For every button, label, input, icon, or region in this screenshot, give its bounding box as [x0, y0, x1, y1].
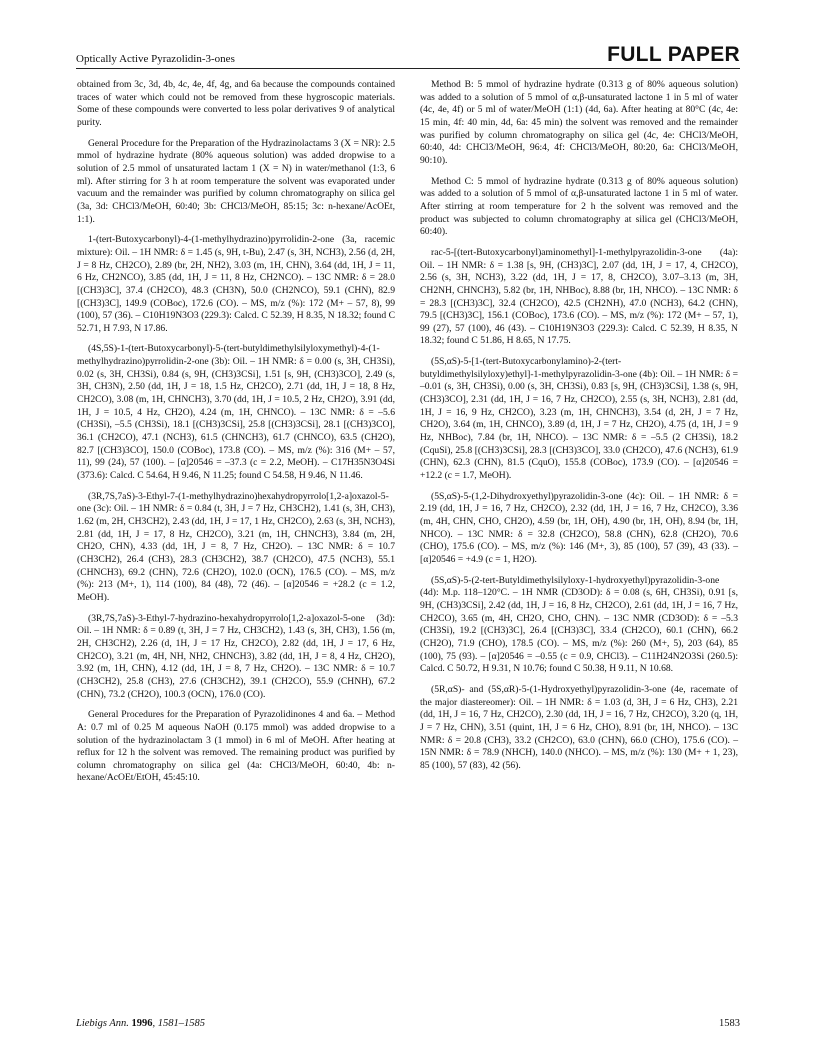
paragraph-compound-3a: 1-(tert-Butoxycarbonyl)-4-(1-methylhydrazino)pyrrolidin-2-one (3a, racemic mixture): Oil. – 1H NMR: δ = 1.45 (s, 9H, t-Bu), 2.47 (s, 3H, NCH3), 2.56 (d, 2H, J = 8 Hz, CH2CO), 2.89 (br, 2H, NH2), 3.03 (m, 1H, CHN), 3.64 (dd, 1H, J = 11, 6 Hz, CH2NCO), 3.85 (dd, 1H, J = 11, 8 Hz, CH2NCO). – 13C NMR: δ = 28.0 [(CH3)3C], 37.4 (CH2CO), 48.3 (CH3N), 50.0 (CH2NCO), 59.1 (CHN), 82.9 [(CH3)3C], 149.9 (COBoc), 172.6 (CO). – MS, m/z (%): 172 (M+ – 57, 8), 99 (100), 57 (36). – C10H19N3O3 (229.3): Calcd. C 52.39, H 8.35, N 18.32; found C 52.71, H 7.93, N 17.86. [77, 234, 395, 334]
paragraph-compound-4a: rac-5-[(tert-Butoxycarbonyl)aminomethyl]-1-methylpyrazolidin-3-one (4a): Oil. – 1H NMR: δ = 1.38 [s, 9H, (CH3)3C], 2.07 (dd, 1H, J = 17, 4, CH2CO), 2.56 (s, 3H, NCH3), 3.22 (dd, 1H, J = 17, 8, CH2CO), 3.07–3.13 (m, 3H, CH2NH, CHNCH3), 5.82 (br, 1H, NHBoc), 8.88 (br, 1H, NHCO). – 13C NMR: δ = 28.3 [(CH3)3C], 32.4 (CH2CO), 42.5 (CH2NH), 47.0 (NCH3), 64.2 (CHN), 79.5 [(CH3)3C], 156.1 (COBoc), 173.6 (CO). – MS, m/z (%): 172 (M+ – 57, 1), 99 (27), 57 (100), 46 (43). – C10H19N3O3 (229.3): Calcd. C 52.39, H 8.35, N 18.32; found C 51.86, H 8.65, N 17.75. [420, 246, 738, 347]
paragraph-compound-4c: (5S,αS)-5-(1,2-Dihydroxyethyl)pyrazolidin-3-one (4c): Oil. – 1H NMR: δ = 2.19 (dd, 1H, J = 16, 7 Hz, CH2CO), 2.32 (dd, 1H, J = 16, 7 Hz, CH2CO), 3.36 (m, 4H, CHN, CHO, CH2O), 4.59 (br, 1H, OH), 4.90 (br, 1H, OH), 8.94 (br, 1H, NHCO). – 13C NMR: δ = 32.8 (CH2CO), 58.8 (CHN), 62.8 (CH2O), 70.6 (CHO), 175.6 (CO). – MS, m/z (%): 146 (M+, 3), 85 (100), 57 (39), 43 (33). – [α]20546 = +4.9 (c = 1, H2O). [420, 490, 738, 565]
paragraph-intro: obtained from 3c, 3d, 4b, 4c, 4e, 4f, 4g, and 6a because the compounds contained traces of water which could not be removed from these hygroscopic materials. Some of these compounds were converted to less polar derivatives 9 of analytical purity. [77, 79, 395, 128]
left-column [77, 79, 395, 793]
page-number: 1583 [719, 1018, 740, 1029]
journal-name: Liebigs Ann. [76, 1018, 129, 1029]
journal-citation: Liebigs Ann. 1996, 1581–1585 [76, 1018, 206, 1029]
paragraph-compound-4b: (5S,αS)-5-[1-(tert-Butoxycarbonylamino)-2-(tert-butyldimethylsilyloxy)ethyl]-1-methylpyrazolidin-3-one (4b): Oil. – 1H NMR: δ = –0.01 (s, 3H, CH3Si), 0.00 (s, 3H, CH3Si), 0.83 [s, 9H, (CH3)3CSi], 1.38 (s, 9H, (CH3)3CO], 2.31 (dd, 1H, J = 16, 7 Hz, CH2CO), 2.55 (s, 3H, NCH3), 2.81 (dd, 1H, J = 16, 9 Hz, CH2CO), 3.23 (m, 1H, CHNCH3), 3.54 (d, 2H, J = 7 Hz, CH2O), 3.64 (m, 1H, CHNCO), 3.89 (d, 1H, J = 7 Hz, CH2O), 4.75 (d, 1H, J = 9 Hz, NHBoc), 7.84 (br, 1H, NHCO). – 13C NMR: δ = –5.5 (2 CH3Si), 18.2 (CquSi), 25.8 [(CH3)3CSi], 28.3 [(CH3)3CO], 33.0 (CH2CO), 47.6 (NCH3), 61.9 (CHN), 62.3 (CHN), 81.5 (CquO), 155.8 (COBoc), 173.9 (CO). – [α]20546 = +12.2 (c = 1.7, MeOH). [420, 356, 738, 482]
running-title: Optically Active Pyrazolidin-3-ones [76, 53, 235, 65]
journal-pages: 1581–1585 [157, 1018, 206, 1029]
paragraph-general-procedure-4: General Procedures for the Preparation of Pyrazolidinones 4 and 6a. – Method A: 0.7 ml of 0.25 M aqueous NaOH (0.175 mmol) was added dropwise to a solution of the hydrazinolactam 3 (1 mmol) in 6 ml of MeOH. After heating at reflux for 12 h the solvent was removed. The remaining product was purified by column chromatography on silica gel (4a: CHCl3/MeOH, 60:40, 4b: n-hexane/AcOEt/EtOH, 45:45:10. [77, 709, 395, 784]
paragraph-compound-3d: (3R,7S,7aS)-3-Ethyl-7-hydrazino-hexahydropyrrolo[1,2-a]oxazol-5-one (3d): Oil. – 1H NMR: δ = 0.89 (t, 3H, J = 7 Hz, CH3CH2), 1.43 (s, 3H, CH3), 1.56 (m, 2H, CH3CH2), 2.26 (d, 1H, J = 17 Hz, CH2CO), 2.82 (dd, 1H, J = 17, 6 Hz, CH2CO), 3.21 (m, 4H, NH, NH2, CHNCH3), 3.82 (dd, 1H, J = 8, 4 Hz, CH2O), 3.92 (m, 1H, CHN), 4.12 (dd, 1H, J = 8, 7 Hz, CH2O). – 13C NMR: δ = 10.7 (CH3CH2), 25.8 (CH3), 27.6 (CH3CH2), 39.1 (CH2CO), 55.9 (CHNH), 67.2 (CHN), 73.2 (CH2O), 100.3 (OCN), 176.0 (CO). [77, 612, 395, 700]
paragraph-compound-4e: (5R,αS)- and (5S,αR)-5-(1-Hydroxyethyl)pyrazolidin-3-one (4e, racemate of the major diastereomer): Oil. – 1H NMR: δ = 1.03 (d, 3H, J = 6 Hz, CH3), 2.21 (dd, 1H, J = 16, 7 Hz, CH2CO), 2.30 (dd, 1H, J = 16, 7 Hz, CH2CO), 3.20 (q, 1H, J = 7 Hz, CHN), 3.51 (quint, 1H, J = 6 Hz, CHO), 8.91 (br, 1H, NHCO). – 13C NMR: δ = 20.8 (CH3), 33.2 (CH2CO), 63.0 (CHN), 66.0 (CHO), 175.6 (CO). – 15N NMR: δ = 78.9 (NHCH), 140.0 (NHCO). – MS, m/z (%): 130 (M+ + 1, 23), 85 (100), 57 (83), 42 (56). [420, 683, 738, 771]
right-column [420, 79, 738, 780]
paragraph-compound-3b: (4S,5S)-1-(tert-Butoxycarbonyl)-5-(tert-butyldimethylsilyloxymethyl)-4-(1-methylhydrazino)pyrrolidin-2-one (3b): Oil. – 1H NMR: δ = 0.00 (s, 3H, CH3Si), 0.02 (s, 3H, CH3Si), 0.84 (s, 9H, (CH3)3CSi], 1.51 [s, 9H, (CH3)3CO], 2.49 (s, 3H, CH3N), 2.50 (dd, 1H, J = 18, 1.5 Hz, CH2CO), 2.71 (dd, 1H, J = 18, 8 Hz, CH2CO), 3.08 (m, 1H, CHNCH3), 3.70 (dd, 1H, J = 10.5, 2 Hz, CH2O), 3.91 (dd, 1H, J = 10.5, 4 Hz, CH2O), 4.24 (m, 1H, CHNCO). – 13C NMR: δ = –5.6 (CH3Si), –5.5 (CH3Si), 18.1 [(CH3)3CSi], 25.8 [(CH3)3CSi], 28.1 [(CH3)3CO], 36.1 (CH2CO), 47.1 (NCH3), 61.5 (CHNCH3), 61.7 (CHNCO), 63.5 (CH2O), 82.7 [(CH3)3CO], 150.0 (COBoc), 173.8 (CO). – MS, m/z (%): 316 (M+ – 57, 11), 99 (24), 57 (100). – [α]20546 = –37.3 (c = 2.2, MeOH). – C17H35N3O4Si (373.6): Calcd. C 54.64, H 9.46, N 11.25; found C 54.58, H 9.46, N 11.46. [77, 343, 395, 482]
page-header [76, 40, 740, 69]
paragraph-general-procedure-3: General Procedure for the Preparation of the Hydrazinolactams 3 (X = NR): 2.5 mmol of hydrazine hydrate (80% aqueous solution) was added dropwise to a solution of 2.5 mmol of unsaturated lactam 1 (X = N) in water/methanol (1:3, 6 ml). After stirring for 3 h at room temperature the solvent was evaporated under vacuum and the remainder was purified by column chromatography on silica gel (3a, 3d: CHCl3/MeOH, 60:40; 3b: CHCl3/MeOH, 85:15; 3c: n-hexane/AcOEt, 1:1). [77, 137, 395, 225]
section-label: FULL PAPER [607, 43, 740, 66]
paragraph-compound-3c: (3R,7S,7aS)-3-Ethyl-7-(1-methylhydrazino)hexahydropyrrolo[1,2-a]oxazol-5-one (3c): Oil. – 1H NMR: δ = 0.84 (t, 3H, J = 7 Hz, CH3CH2), 1.41 (s, 3H, CH3), 1.62 (m, 2H, CH3CH2), 2.43 (dd, 1H, J = 17, 1 Hz, CH2CO), 2.63 (s, 3H, NCH3), 2.81 (dd, 1H, J = 17, 8 Hz, CH2CO), 3.21 (m, 1H, CHNCH3), 3.84 (m, 2H, CH2O, CHN), 4.33 (dd, 1H, J = 8, 7 Hz, CH2O). – 13C NMR: δ = 10.7 (CH3CH2), 26.4 (CH3), 28.3 (CH3CH2), 38.7 (CH2CO), 47.5 (NCH3), 55.1 (CHNCH3), 69.2 (CHN), 72.6 (CH2O), 102.0 (OCN), 176.5 (CO). – MS, m/z (%): 213 (M+, 1), 114 (100), 84 (48), 72 (46). – [α]20546 = +28.2 (c = 1.2, MeOH). [77, 490, 395, 603]
paragraph-compound-4d: (5S,αS)-5-(2-tert-Butyldimethylsilyloxy-1-hydroxyethyl)pyrazolidin-3-one (4d): M.p. 118–120°C. – 1H NMR (CD3OD): δ = 0.08 (s, 6H, CH3Si), 0.91 [s, 9H, (CH3)3CSi], 2.42 (dd, 1H, J = 16, 8 Hz, CH2CO), 2.61 (dd, 1H, J = 16, 7 Hz, CH2CO), 3.65 (m, 4H, CH2O, CHO, CHN). – 13C NMR (CD3OD): δ = –5.3 (CH3Si), 19.2 [(CH3)3C], 26.4 [(CH3)3C], 33.4 (CH2CO), 60.1 (CHN), 66.2 (CH2O), 71.9 (CHO), 178.5 (CO). – MS, m/z (%): 260 (M+, 5), 203 (64), 85 (100), 75 (93). – [α]20546 = –0.55 (c = 0.9, CHCl3). – C11H24N2O3Si (260.5): Calcd. C 50.72, H 9.31, N 10.76; found C 50.38, H 9.11, N 10.68. [420, 574, 738, 675]
paragraph-method-c: Method C: 5 mmol of hydrazine hydrate (0.313 g of 80% aqueous solution) was added to a solution of 5 mmol of α,β-unsaturated lactone 1 in 5 ml of water. After stirring at room temperature for 2 h the solvent was removed and the product was subjected to column chromatography at silica gel (CHCl3/MeOH, 60:40). [420, 175, 738, 238]
journal-year: 1996 [131, 1018, 153, 1029]
paragraph-method-b: Method B: 5 mmol of hydrazine hydrate (0.313 g of 80% aqueous solution) was added to a solution of 5 mmol of α,β-unsaturated lactone 1 in 5 ml of water (4c, 4e, 4f) or 5 ml of water/MeOH (1:1) (4d, 6a). After heating at 80°C (4c, 4e: 15 min, 4f: 40 min, 4d, 6a: 45 min) the solvent was removed and the remainder was purified by column chromatography on silica gel (4c, 4e: CHCl3/MeOH, 60:40, 4d: CHCl3/MeOH, 96:4, 4f: CHCl3/MeOH, 80:20, 6a: CHCl3/MeOH, 90:10). [420, 79, 738, 166]
